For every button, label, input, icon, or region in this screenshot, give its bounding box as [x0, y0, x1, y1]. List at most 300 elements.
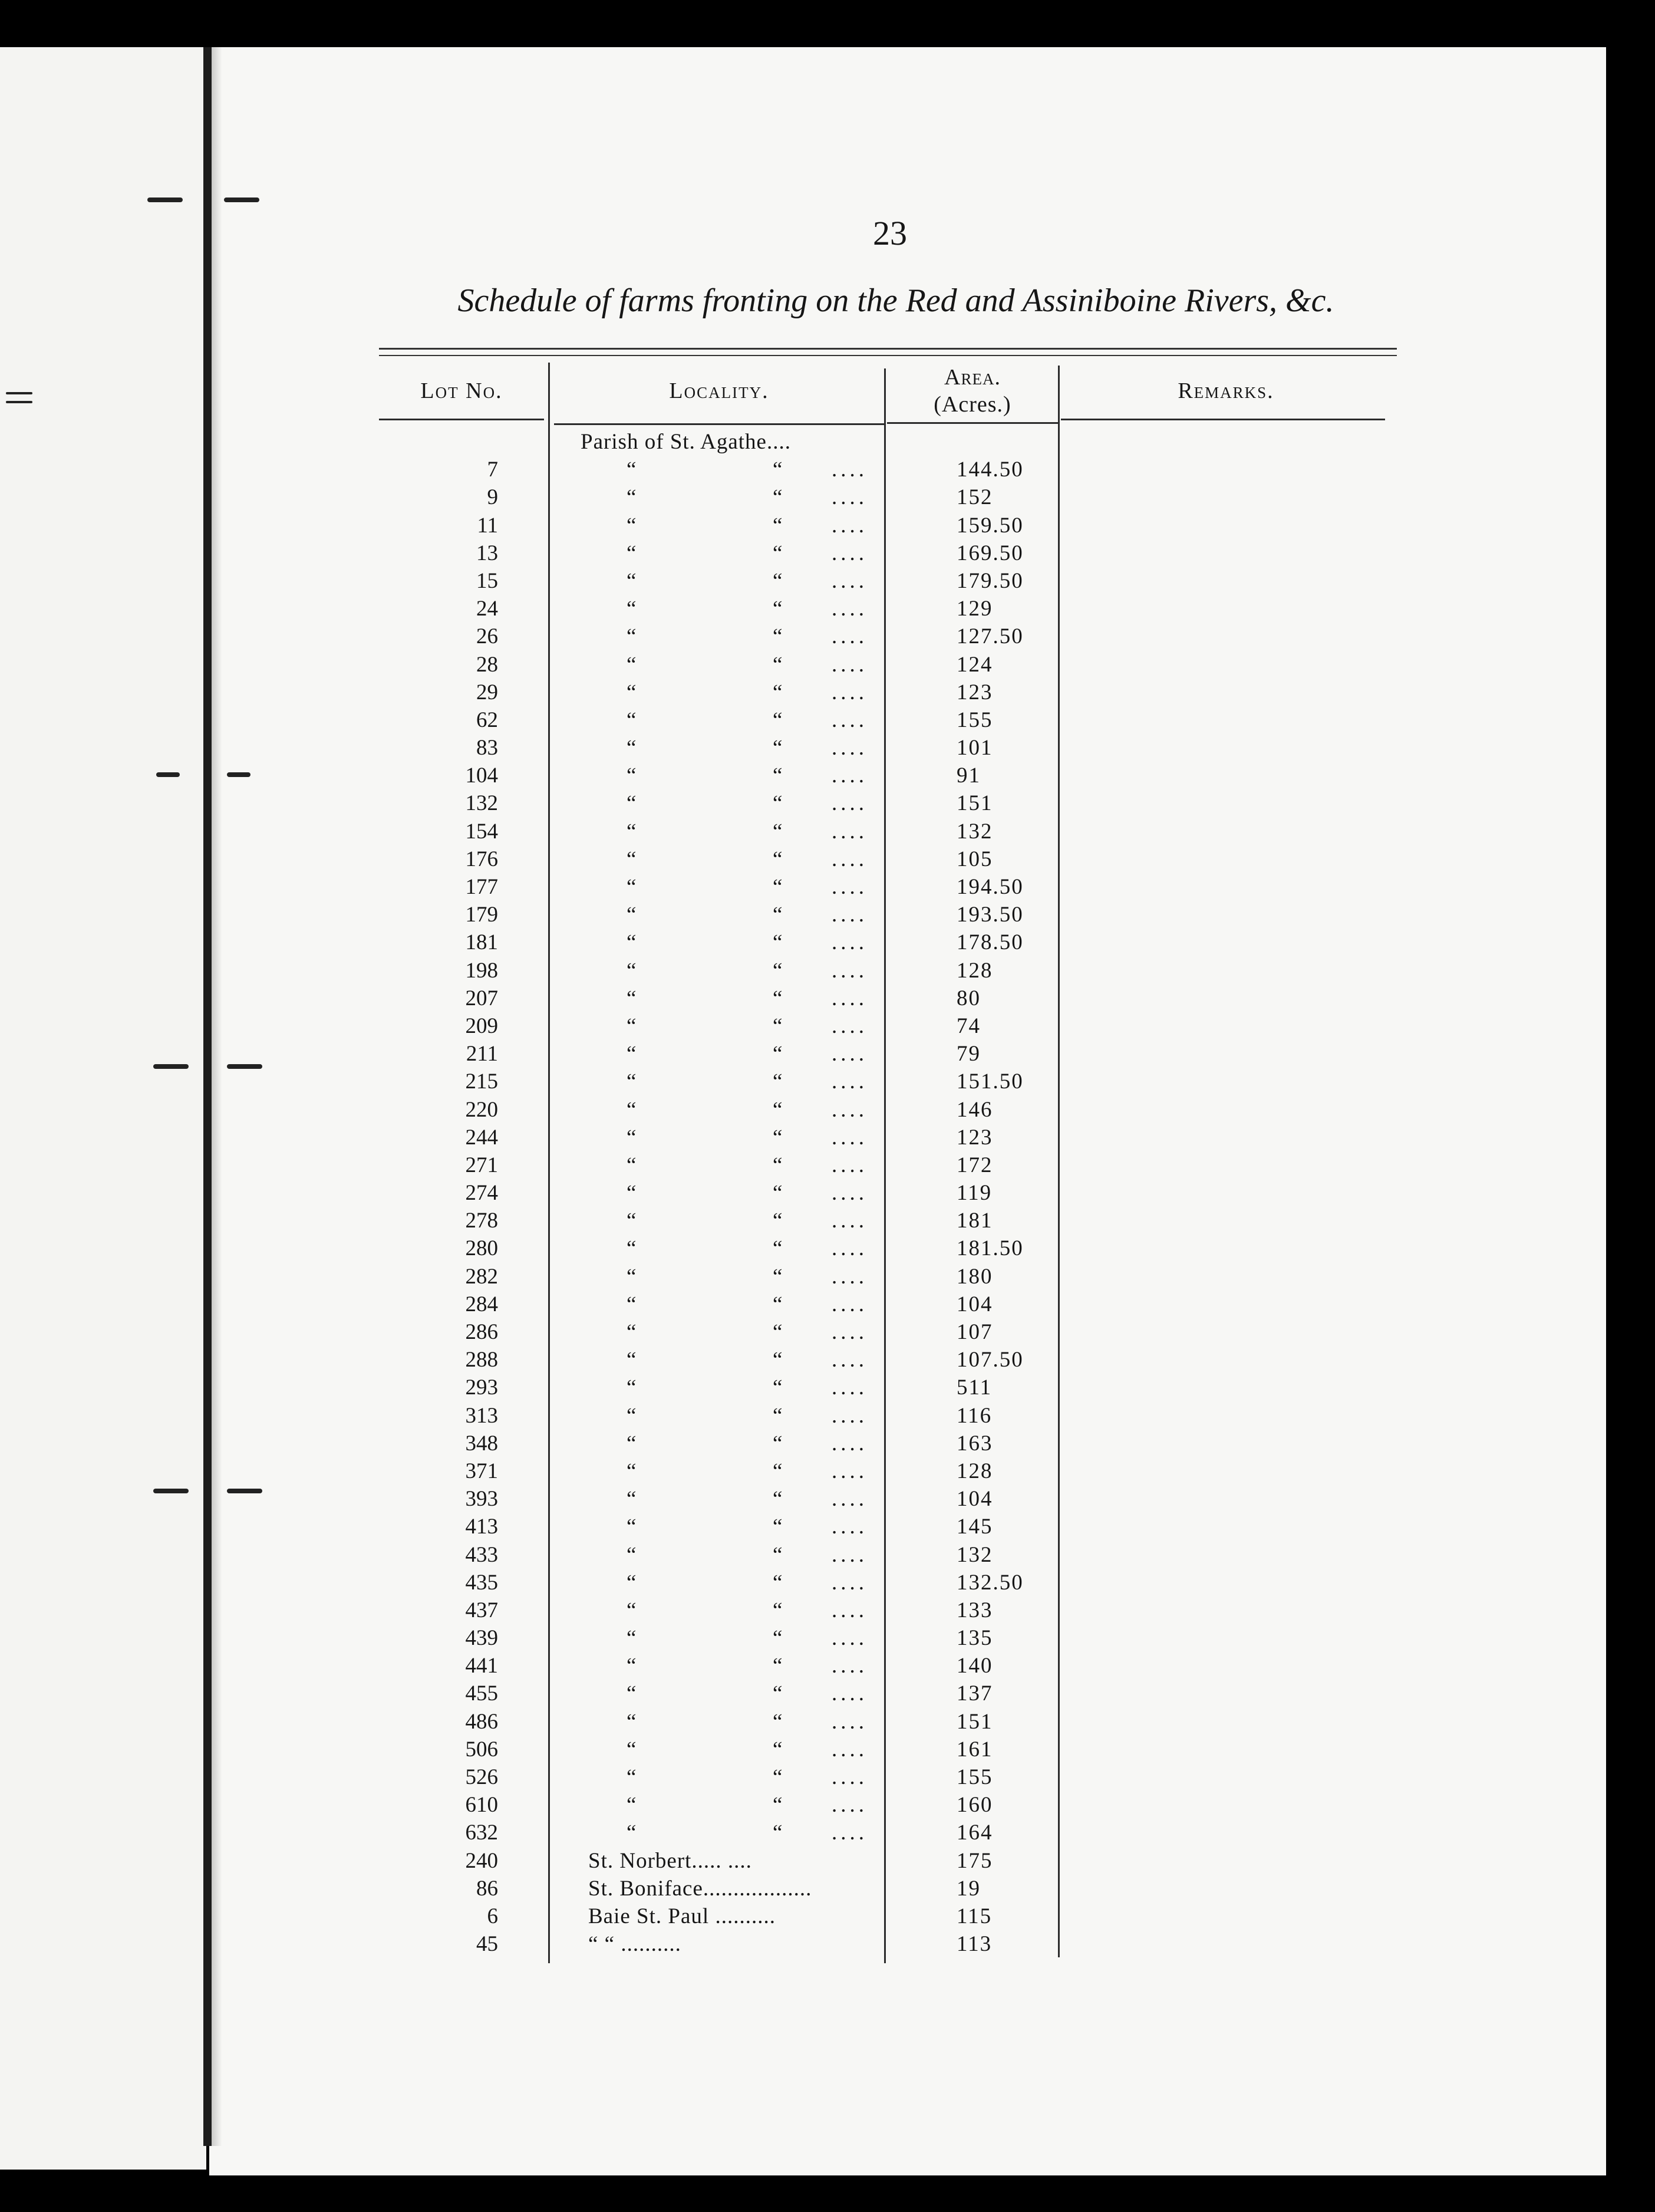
lot-number: 282: [465, 1264, 498, 1289]
ditto-mark: “: [773, 1737, 783, 1762]
ditto-mark: “: [773, 707, 783, 732]
table-row: [379, 706, 1397, 734]
table-row: [379, 1624, 1397, 1652]
leader-dots: ....: [832, 1459, 868, 1483]
table-row: [379, 1485, 1397, 1513]
area-value: 79: [957, 1042, 981, 1066]
ditto-mark: “: [773, 1209, 783, 1233]
ditto-mark: “: [773, 791, 783, 816]
area-value: 119: [957, 1181, 993, 1206]
table-row: [379, 1763, 1397, 1791]
leader-dots: ....: [832, 541, 868, 565]
area-value: 133: [957, 1598, 993, 1622]
ditto-mark: “: [773, 1264, 783, 1289]
table-row: [379, 567, 1397, 595]
header-top-rule: [379, 348, 1397, 350]
area-value: 194.50: [957, 875, 1024, 899]
leader-dots: ....: [832, 986, 868, 1010]
ditto-mark: “: [773, 1069, 783, 1094]
locality-name: St. Boniface..................: [588, 1876, 812, 1901]
ditto-mark: “: [627, 819, 637, 844]
lot-number: 271: [465, 1153, 498, 1177]
ditto-mark: “: [773, 736, 783, 761]
header-top-rule-inner: [379, 355, 1397, 356]
schedule-table: [379, 428, 1397, 1958]
table-row: [379, 845, 1397, 873]
lot-number: 9: [487, 485, 498, 510]
ditto-mark: “: [773, 847, 783, 871]
area-value: 132.50: [957, 1570, 1024, 1595]
area-value: 113: [957, 1932, 993, 1957]
leader-dots: ....: [832, 903, 868, 927]
ditto-mark: “: [627, 597, 637, 621]
scan-mark: [227, 772, 250, 777]
header-bottom-rule-lot: [379, 419, 544, 420]
scan-mark: [227, 1064, 262, 1069]
page-number: 23: [873, 214, 907, 252]
table-row: [379, 1930, 1397, 1958]
table-row: [379, 1875, 1397, 1902]
ditto-mark: “: [773, 1375, 783, 1400]
leader-dots: ....: [832, 1069, 868, 1094]
lot-number: 45: [476, 1932, 498, 1957]
ditto-mark: “: [627, 1209, 637, 1233]
ditto-mark: “: [773, 1459, 783, 1483]
area-value: 107: [957, 1320, 993, 1344]
table-row: [379, 1708, 1397, 1736]
leader-dots: ....: [832, 1181, 868, 1206]
table-row: [379, 1318, 1397, 1346]
ditto-mark: “: [627, 1570, 637, 1595]
leader-dots: ....: [832, 1821, 868, 1845]
ditto-mark: “: [627, 485, 637, 510]
ditto-mark: “: [627, 903, 637, 927]
ditto-mark: “: [627, 1292, 637, 1316]
table-row: [379, 1374, 1397, 1401]
leader-dots: ....: [832, 485, 868, 510]
table-row: [379, 456, 1397, 483]
area-value: 181: [957, 1209, 993, 1233]
ditto-mark: “: [773, 1013, 783, 1038]
scan-mark: [153, 1489, 189, 1493]
lot-number: 26: [476, 624, 498, 649]
table-row: [379, 1652, 1397, 1680]
lot-number: 62: [476, 707, 498, 732]
ditto-mark: “: [627, 1320, 637, 1344]
area-value: 151.50: [957, 1069, 1024, 1094]
lot-number: 288: [465, 1348, 498, 1372]
table-row: [379, 1068, 1397, 1095]
table-row: [379, 1819, 1397, 1846]
ditto-mark: “: [627, 1765, 637, 1789]
ditto-mark: “: [773, 624, 783, 649]
ditto-mark: “: [627, 791, 637, 816]
leader-dots: ....: [832, 1125, 868, 1150]
header-bottom-rule-remarks: [1061, 419, 1385, 420]
ditto-mark: “: [627, 680, 637, 705]
ditto-mark: “: [773, 1125, 783, 1150]
lot-number: 176: [465, 847, 498, 871]
ditto-mark: “: [627, 763, 637, 788]
area-value: 140: [957, 1654, 993, 1678]
leader-dots: ....: [832, 1292, 868, 1316]
ditto-mark: “: [627, 1097, 637, 1122]
ditto-mark: “: [627, 1125, 637, 1150]
ditto-mark: “: [627, 736, 637, 761]
lot-number: 439: [465, 1626, 498, 1651]
scan-mark: [153, 1064, 189, 1069]
ditto-mark: “: [627, 707, 637, 732]
ditto-mark: “: [627, 513, 637, 538]
leader-dots: ....: [832, 1598, 868, 1622]
table-row: [379, 651, 1397, 679]
area-value: 116: [957, 1403, 993, 1428]
ditto-mark: “: [627, 1459, 637, 1483]
area-value: 172: [957, 1153, 993, 1177]
locality-name: Baie St. Paul ..........: [588, 1904, 776, 1928]
area-value: 144.50: [957, 457, 1024, 482]
leader-dots: ....: [832, 1765, 868, 1789]
ditto-mark: “: [627, 1069, 637, 1094]
area-value: 128: [957, 1459, 993, 1483]
lot-number: 506: [465, 1737, 498, 1762]
scan-mark: [147, 198, 183, 202]
locality-name: St. Norbert..... ....: [588, 1848, 752, 1873]
scan-mark: [156, 772, 180, 777]
ditto-mark: “: [773, 485, 783, 510]
area-value: 115: [957, 1904, 993, 1928]
table-row: [379, 595, 1397, 623]
ditto-mark: “: [627, 986, 637, 1010]
table-row: [379, 1513, 1397, 1540]
ditto-mark: “: [773, 513, 783, 538]
table-row: [379, 1457, 1397, 1485]
binding-shadow: [212, 47, 222, 2146]
ditto-mark: “: [627, 1654, 637, 1678]
table-row: [379, 873, 1397, 901]
ditto-mark: “: [773, 1626, 783, 1651]
header-lot-no: Lot No.: [420, 378, 503, 403]
lot-number: 293: [465, 1375, 498, 1400]
table-row: [379, 818, 1397, 845]
table-row: [379, 734, 1397, 762]
ditto-mark: “: [773, 1598, 783, 1622]
area-value: 132: [957, 819, 993, 844]
area-value: 160: [957, 1793, 993, 1818]
lot-number: 211: [466, 1042, 498, 1066]
lot-number: 441: [465, 1654, 498, 1678]
ditto-mark: “: [773, 1348, 783, 1372]
leader-dots: ....: [832, 1431, 868, 1456]
ditto-mark: “: [627, 1515, 637, 1539]
lot-number: 13: [476, 541, 498, 565]
ditto-mark: “: [627, 847, 637, 871]
lot-number: 433: [465, 1542, 498, 1567]
ditto-mark: “: [627, 1264, 637, 1289]
area-value: 146: [957, 1097, 993, 1122]
lot-number: 181: [465, 930, 498, 955]
lot-number: 240: [465, 1848, 498, 1873]
table-row: [379, 1346, 1397, 1374]
ditto-mark: “: [773, 819, 783, 844]
leader-dots: ....: [832, 1542, 868, 1567]
area-value: 155: [957, 707, 993, 732]
leader-dots: ....: [832, 1737, 868, 1762]
table-row: [379, 762, 1397, 789]
table-row: [379, 1040, 1397, 1068]
ditto-mark: “: [627, 568, 637, 593]
ditto-mark: “: [773, 1403, 783, 1428]
table-row: [379, 1902, 1397, 1930]
lot-number: 286: [465, 1320, 498, 1344]
area-value: 193.50: [957, 903, 1024, 927]
ditto-mark: “: [773, 1236, 783, 1261]
leader-dots: ....: [832, 1375, 868, 1400]
table-row: [379, 957, 1397, 985]
leader-dots: ....: [832, 1626, 868, 1651]
leader-dots: ....: [832, 513, 868, 538]
ditto-mark: “: [627, 652, 637, 677]
table-row: [379, 1124, 1397, 1151]
leader-dots: ....: [832, 1013, 868, 1038]
table-row: [379, 1791, 1397, 1819]
parish-heading-row: [379, 428, 1397, 456]
scan-mark: [224, 198, 259, 202]
leader-dots: ....: [832, 958, 868, 983]
table-row: [379, 1291, 1397, 1318]
table-row: [379, 1680, 1397, 1707]
lot-number: 486: [465, 1709, 498, 1734]
ditto-mark: “: [773, 763, 783, 788]
lot-number: 455: [465, 1681, 498, 1706]
lot-number: 393: [465, 1487, 498, 1512]
ditto-mark: “: [773, 1793, 783, 1818]
ditto-mark: “: [627, 1431, 637, 1456]
ditto-mark: “: [627, 875, 637, 899]
scan-mark: [6, 401, 32, 403]
area-value: 151: [957, 791, 993, 816]
leader-dots: ....: [832, 1403, 868, 1428]
ditto-mark: “: [773, 1570, 783, 1595]
leader-dots: ....: [832, 1654, 868, 1678]
ditto-mark: “: [773, 1487, 783, 1512]
table-row: [379, 1263, 1397, 1291]
area-value: 128: [957, 958, 993, 983]
ditto-mark: “: [627, 1348, 637, 1372]
header-locality: Locality.: [669, 378, 769, 403]
area-value: 151: [957, 1709, 993, 1734]
ditto-mark: “: [627, 1042, 637, 1066]
ditto-mark: “: [627, 1681, 637, 1706]
leader-dots: ....: [832, 1236, 868, 1261]
ditto-mark: “: [773, 568, 783, 593]
lot-number: 6: [487, 1904, 498, 1928]
book-binding: [203, 47, 212, 2146]
ditto-mark: “: [773, 652, 783, 677]
lot-number: 29: [476, 680, 498, 705]
ditto-mark: “: [627, 1375, 637, 1400]
table-row: [379, 679, 1397, 706]
ditto-mark: “: [627, 1236, 637, 1261]
leader-dots: ....: [832, 875, 868, 899]
ditto-mark: “: [627, 1403, 637, 1428]
ditto-mark: “: [627, 930, 637, 955]
ditto-mark: “: [627, 1737, 637, 1762]
ditto-mark: “: [627, 457, 637, 482]
area-value: 152: [957, 485, 993, 510]
area-value: 104: [957, 1487, 993, 1512]
table-row: [379, 1096, 1397, 1124]
table-body: [379, 456, 1397, 1846]
ditto-mark: “: [627, 958, 637, 983]
ditto-mark: “: [773, 986, 783, 1010]
leader-dots: ....: [832, 791, 868, 816]
area-value: 180: [957, 1264, 993, 1289]
table-row: [379, 1151, 1397, 1179]
table-row: [379, 539, 1397, 567]
leader-dots: ....: [832, 1681, 868, 1706]
area-value: 181.50: [957, 1236, 1024, 1261]
ditto-mark: “: [773, 1709, 783, 1734]
header-bottom-rule-locality: [554, 423, 884, 425]
table-row: [379, 1847, 1397, 1875]
ditto-mark: “: [773, 541, 783, 565]
ditto-mark: “: [773, 680, 783, 705]
table-row: [379, 1207, 1397, 1235]
lot-number: 371: [465, 1459, 498, 1483]
leader-dots: ....: [832, 597, 868, 621]
area-value: 107.50: [957, 1348, 1024, 1372]
table-row: [379, 929, 1397, 956]
table-row: [379, 1569, 1397, 1597]
ditto-mark: “: [627, 1793, 637, 1818]
area-value: 145: [957, 1515, 993, 1539]
area-value: 135: [957, 1626, 993, 1651]
leader-dots: ....: [832, 847, 868, 871]
leader-dots: ....: [832, 1348, 868, 1372]
lot-number: 313: [465, 1403, 498, 1428]
page-title: Schedule of farms fronting on the Red and Assiniboine Rivers, &c.: [457, 282, 1334, 319]
leader-dots: ....: [832, 1097, 868, 1122]
ditto-mark: “: [627, 1598, 637, 1622]
lot-number: 24: [476, 597, 498, 621]
table-row: [379, 789, 1397, 817]
area-value: 137: [957, 1681, 993, 1706]
area-value: 124: [957, 652, 993, 677]
ditto-mark: “: [773, 1821, 783, 1845]
ditto-mark: “: [773, 1765, 783, 1789]
table-row: [379, 1235, 1397, 1262]
ditto-mark: “: [773, 1153, 783, 1177]
header-bottom-rule-area: [887, 422, 1058, 424]
ditto-mark: “: [773, 1431, 783, 1456]
table-row: [379, 1430, 1397, 1457]
ditto-mark: “: [773, 958, 783, 983]
lot-number: 104: [465, 763, 498, 788]
leader-dots: ....: [832, 1042, 868, 1066]
area-value: 123: [957, 1125, 993, 1150]
area-value: 163: [957, 1431, 993, 1456]
leader-dots: ....: [832, 1709, 868, 1734]
lot-number: 437: [465, 1598, 498, 1622]
ditto-mark: “: [773, 597, 783, 621]
area-value: 132: [957, 1542, 993, 1567]
lot-number: 154: [465, 819, 498, 844]
leader-dots: ....: [832, 1209, 868, 1233]
lot-number: 278: [465, 1209, 498, 1233]
table-row: [379, 483, 1397, 511]
lot-number: 632: [465, 1821, 498, 1845]
ditto-mark: “: [773, 457, 783, 482]
area-value: 169.50: [957, 541, 1024, 565]
ditto-mark: “: [773, 875, 783, 899]
lot-number: 244: [465, 1125, 498, 1150]
leader-dots: ....: [832, 457, 868, 482]
leader-dots: ....: [832, 568, 868, 593]
ditto-mark: “: [627, 1487, 637, 1512]
lot-number: 526: [465, 1765, 498, 1789]
leader-dots: ....: [832, 652, 868, 677]
header-remarks: Remarks.: [1178, 378, 1274, 403]
leader-dots: ....: [832, 680, 868, 705]
ditto-mark: “: [627, 1013, 637, 1038]
area-value: 123: [957, 680, 993, 705]
leader-dots: ....: [832, 1515, 868, 1539]
parish-heading: Parish of St. Agathe....: [581, 430, 791, 454]
lot-number: 86: [476, 1876, 498, 1901]
area-value: 105: [957, 847, 993, 871]
leader-dots: ....: [832, 624, 868, 649]
lot-number: 280: [465, 1236, 498, 1261]
area-value: 179.50: [957, 568, 1024, 593]
table-tail: [379, 1847, 1397, 1958]
ditto-mark: “: [627, 1709, 637, 1734]
leader-dots: ....: [832, 763, 868, 788]
ditto-mark: “: [773, 1042, 783, 1066]
lot-number: 15: [476, 568, 498, 593]
header-area-line1: Area.: [944, 365, 1001, 390]
ditto-mark: “: [773, 1515, 783, 1539]
area-value: 159.50: [957, 513, 1024, 538]
locality-name: “ “ ..........: [588, 1932, 681, 1957]
leader-dots: ....: [832, 1320, 868, 1344]
area-value: 127.50: [957, 624, 1024, 649]
area-value: 74: [957, 1013, 981, 1038]
lot-number: 220: [465, 1097, 498, 1122]
area-value: 164: [957, 1821, 993, 1845]
ditto-mark: “: [627, 1626, 637, 1651]
area-value: 104: [957, 1292, 993, 1316]
lot-number: 284: [465, 1292, 498, 1316]
lot-number: 179: [465, 903, 498, 927]
table-row: [379, 1402, 1397, 1430]
leader-dots: ....: [832, 1153, 868, 1177]
ditto-mark: “: [627, 624, 637, 649]
leader-dots: ....: [832, 1570, 868, 1595]
ditto-mark: “: [627, 1181, 637, 1206]
area-value: 178.50: [957, 930, 1024, 955]
ditto-mark: “: [773, 1292, 783, 1316]
table-row: [379, 901, 1397, 929]
lot-number: 413: [465, 1515, 498, 1539]
lot-number: 28: [476, 652, 498, 677]
ditto-mark: “: [773, 1542, 783, 1567]
ditto-mark: “: [773, 1681, 783, 1706]
ditto-mark: “: [627, 1821, 637, 1845]
area-value: 19: [957, 1876, 981, 1901]
table-row: [379, 1012, 1397, 1040]
scan-mark: [6, 392, 32, 394]
